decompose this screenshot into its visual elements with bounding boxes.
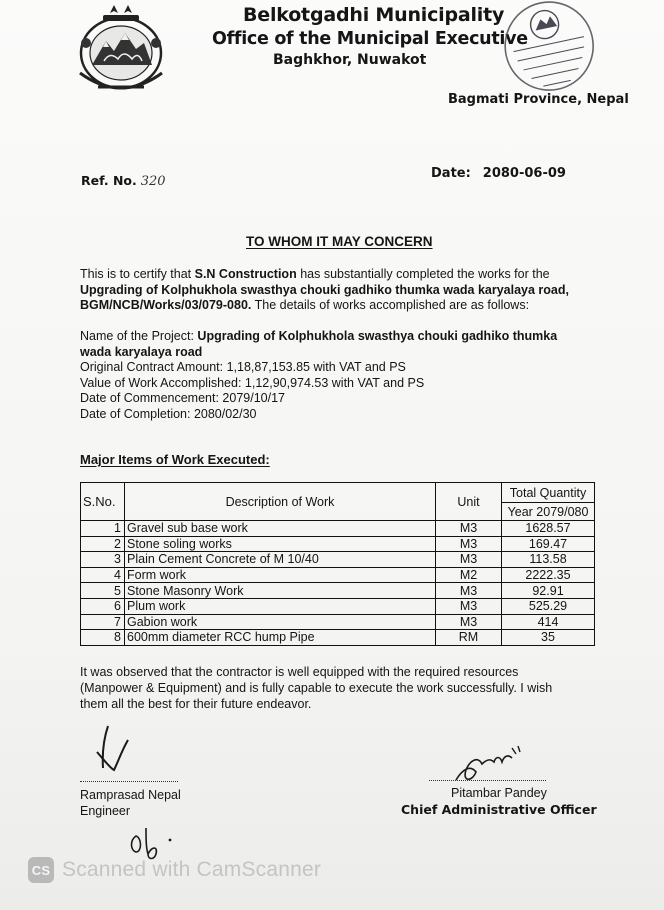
table-row (81, 536, 595, 552)
header-total-quantity: Total Quantity (502, 483, 595, 503)
engineer-name: Ramprasad Nepal (80, 788, 181, 802)
row-quantity: 169.47 (502, 536, 595, 552)
engineer-signature (94, 722, 134, 774)
row-description: Gabion work (125, 614, 436, 630)
project-label: Name of the Project: (80, 329, 198, 343)
ref-number-handwritten: 320 (140, 174, 166, 189)
table-row (81, 521, 595, 537)
certificate-mid: has substantially completed the works for the (296, 267, 550, 281)
project-details (80, 329, 580, 422)
camscanner-text: Scanned with CamScanner (62, 858, 322, 881)
table-row (81, 598, 595, 614)
works-table (80, 482, 595, 646)
office-name: Office of the Municipal Executive (212, 29, 528, 49)
nepal-emblem-logo (70, 3, 172, 95)
engineer-signatory (80, 787, 181, 819)
row-quantity: 2222.35 (502, 567, 595, 583)
row-unit: M3 (436, 552, 502, 568)
date-label: Date: (431, 166, 471, 181)
reference-number (81, 173, 166, 189)
ref-label: Ref. No. (81, 173, 137, 188)
table-row (81, 552, 595, 568)
commencement-date: Date of Commencement: 2079/10/17 (80, 391, 285, 405)
header-sn: S.No. (81, 483, 125, 521)
row-quantity: 92.91 (502, 583, 595, 599)
contract-amount: Original Contract Amount: 1,18,87,153.85 with VAT and PS (80, 360, 406, 374)
table-row (81, 567, 595, 583)
certificate-intro: This is to certify that (80, 267, 195, 281)
row-unit: M3 (436, 598, 502, 614)
cao-signature (452, 742, 524, 788)
letter-heading: TO WHOM IT MAY CONCERN (246, 234, 433, 249)
row-sn: 1 (81, 521, 125, 537)
date-value: 2080-06-09 (482, 166, 566, 181)
project-name-line (80, 329, 580, 360)
row-description: Plain Cement Concrete of M 10/40 (125, 552, 436, 568)
row-description: 600mm diameter RCC hump Pipe (125, 630, 436, 646)
engineer-title: Engineer (80, 804, 131, 818)
header-description: Description of Work (125, 483, 436, 521)
row-description: Plum work (125, 598, 436, 614)
office-address: Baghkhor, Nuwakot (273, 52, 427, 68)
row-sn: 4 (81, 567, 125, 583)
major-items-title: Major Items of Work Executed: (80, 452, 270, 467)
table-row (81, 630, 595, 646)
row-unit: M3 (436, 583, 502, 599)
certificate-tail: The details of works accomplished are as follows: (251, 298, 530, 312)
completion-date: Date of Completion: 2080/02/30 (80, 406, 257, 421)
row-quantity: 1628.57 (502, 521, 595, 537)
work-accomplished: Value of Work Accomplished: 1,12,90,974.53 with VAT and PS (80, 375, 425, 390)
row-unit: M3 (436, 536, 502, 552)
row-sn: 3 (81, 552, 125, 568)
row-quantity: 113.58 (502, 552, 595, 568)
engineer-signature-line (80, 781, 178, 782)
cao-name: Pitambar Pandey (451, 786, 547, 800)
table-row (81, 583, 595, 599)
cao-signature-line (429, 780, 546, 781)
certificate-paragraph (80, 267, 580, 314)
municipality-name: Belkotgadhi Municipality (243, 4, 505, 26)
row-sn: 6 (81, 598, 125, 614)
row-sn: 5 (81, 583, 125, 599)
row-quantity: 35 (502, 630, 595, 646)
row-sn: 2 (81, 536, 125, 552)
header-year: Year 2079/080 (502, 503, 595, 521)
row-description: Form work (125, 567, 436, 583)
row-unit: RM (436, 630, 502, 646)
cao-title: Chief Administrative Officer (401, 802, 597, 817)
closing-paragraph: It was observed that the contractor is well equipped with the required resources (Manpower & Equipment) and is fully capable to execute the work successfully. I wish them all the best for their future endeavor. (80, 665, 553, 711)
project-reference: Upgrading of Kolphukhola swasthya chouki gadhiko thumka wada karyalaya road, BGM/NCB/Works/03/079-080. (80, 282, 569, 312)
row-description: Stone Masonry Work (125, 583, 436, 599)
project-name: Upgrading of Kolphukhola swasthya chouki gadhiko thumka wada karyalaya road (80, 329, 558, 359)
municipality-seal-stamp (500, 0, 600, 100)
letter-date (431, 166, 566, 181)
province-address: Bagmati Province, Nepal (448, 92, 629, 107)
contractor-name: S.N Construction (194, 267, 297, 281)
camscanner-logo-icon: CS (28, 857, 54, 883)
row-quantity: 525.29 (502, 598, 595, 614)
row-unit: M3 (436, 521, 502, 537)
row-sn: 7 (81, 614, 125, 630)
row-unit: M3 (436, 614, 502, 630)
table-row (81, 614, 595, 630)
row-sn: 8 (81, 630, 125, 646)
header-unit: Unit (436, 483, 502, 521)
row-quantity: 414 (502, 614, 595, 630)
row-description: Stone soling works (125, 536, 436, 552)
row-description: Gravel sub base work (125, 521, 436, 537)
row-unit: M2 (436, 567, 502, 583)
camscanner-watermark (28, 857, 321, 883)
